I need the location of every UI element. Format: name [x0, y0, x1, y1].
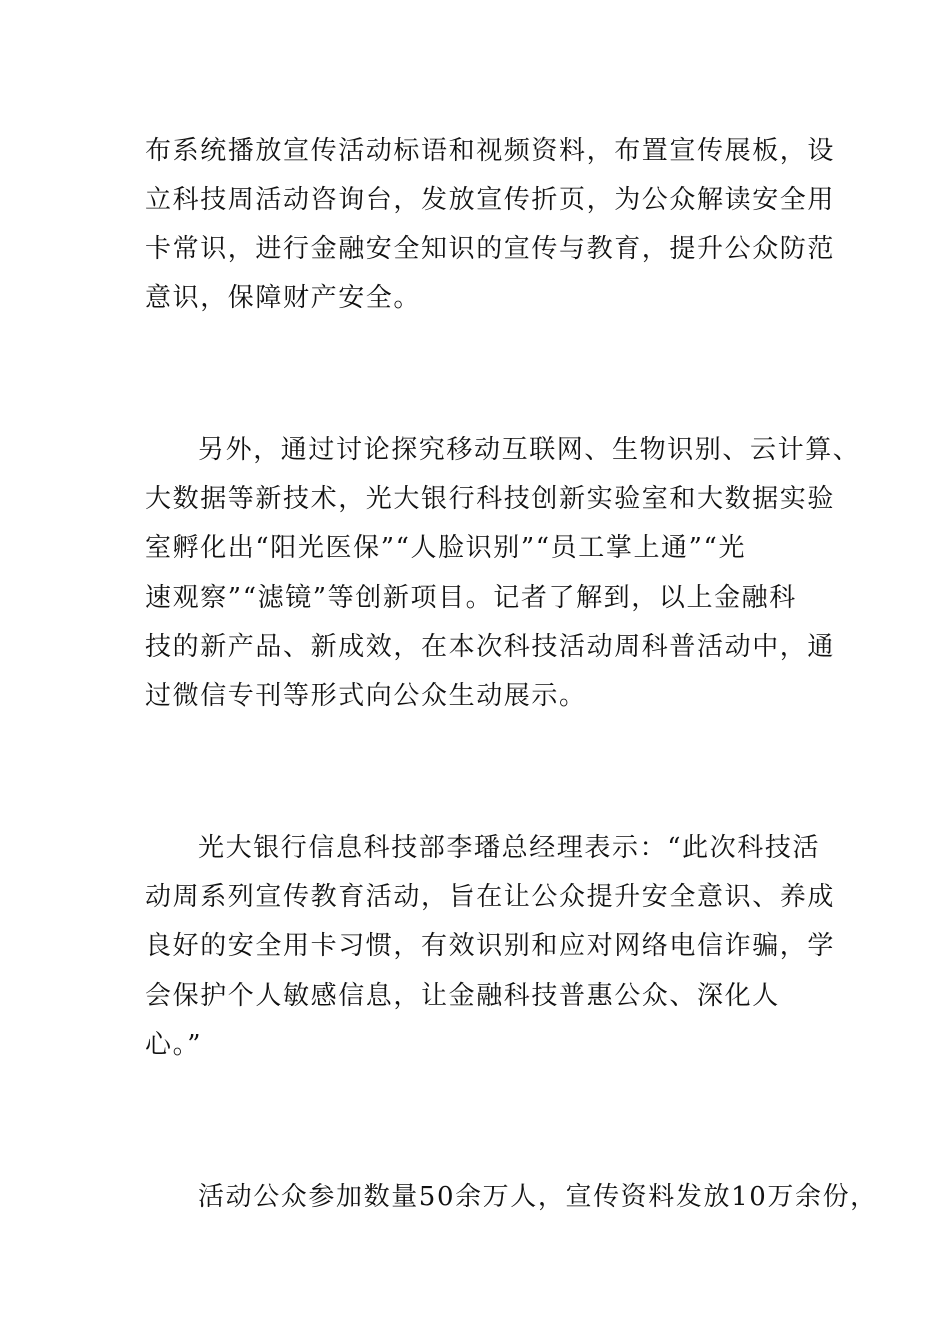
text-line: 过微信专刊等形式向公众生动展示。	[145, 681, 587, 711]
text-line: 布系统播放宣传活动标语和视频资料，布置宣传展板，设	[145, 136, 836, 166]
text-line: 会保护个人敏感信息，让金融科技普惠公众、深化人	[145, 981, 780, 1011]
text-line: 速观察”“滤镜”等创新项目。记者了解到，以上金融科	[145, 583, 797, 613]
text-line: 立科技周活动咨询台，发放宣传折页，为公众解读安全用	[145, 185, 836, 215]
text-line: 室孵化出“阳光医保”“人脸识别”“员工掌上通”“光	[145, 533, 747, 563]
text-line: 光大银行信息科技部李璠总经理表示：“此次科技活	[198, 833, 821, 863]
text-line: 卡常识，进行金融安全知识的宣传与教育，提升公众防范	[145, 234, 836, 264]
text-line: 动周系列宣传教育活动，旨在让公众提升安全意识、养成	[145, 882, 836, 912]
text-line: 另外，通过讨论探究移动互联网、生物识别、云计算、	[198, 435, 861, 465]
text-line: 技的新产品、新成效，在本次科技活动周科普活动中，通	[145, 632, 836, 662]
text-line: 心。”	[145, 1030, 203, 1060]
text-line: 良好的安全用卡习惯，有效识别和应对网络电信诈骗，学	[145, 931, 836, 961]
text-line: 大数据等新技术，光大银行科技创新实验室和大数据实验	[145, 484, 836, 514]
text-line: 活动公众参加数量50余万人，宣传资料发放10万余份，	[198, 1182, 878, 1212]
text-line: 意识，保障财产安全。	[145, 283, 422, 313]
